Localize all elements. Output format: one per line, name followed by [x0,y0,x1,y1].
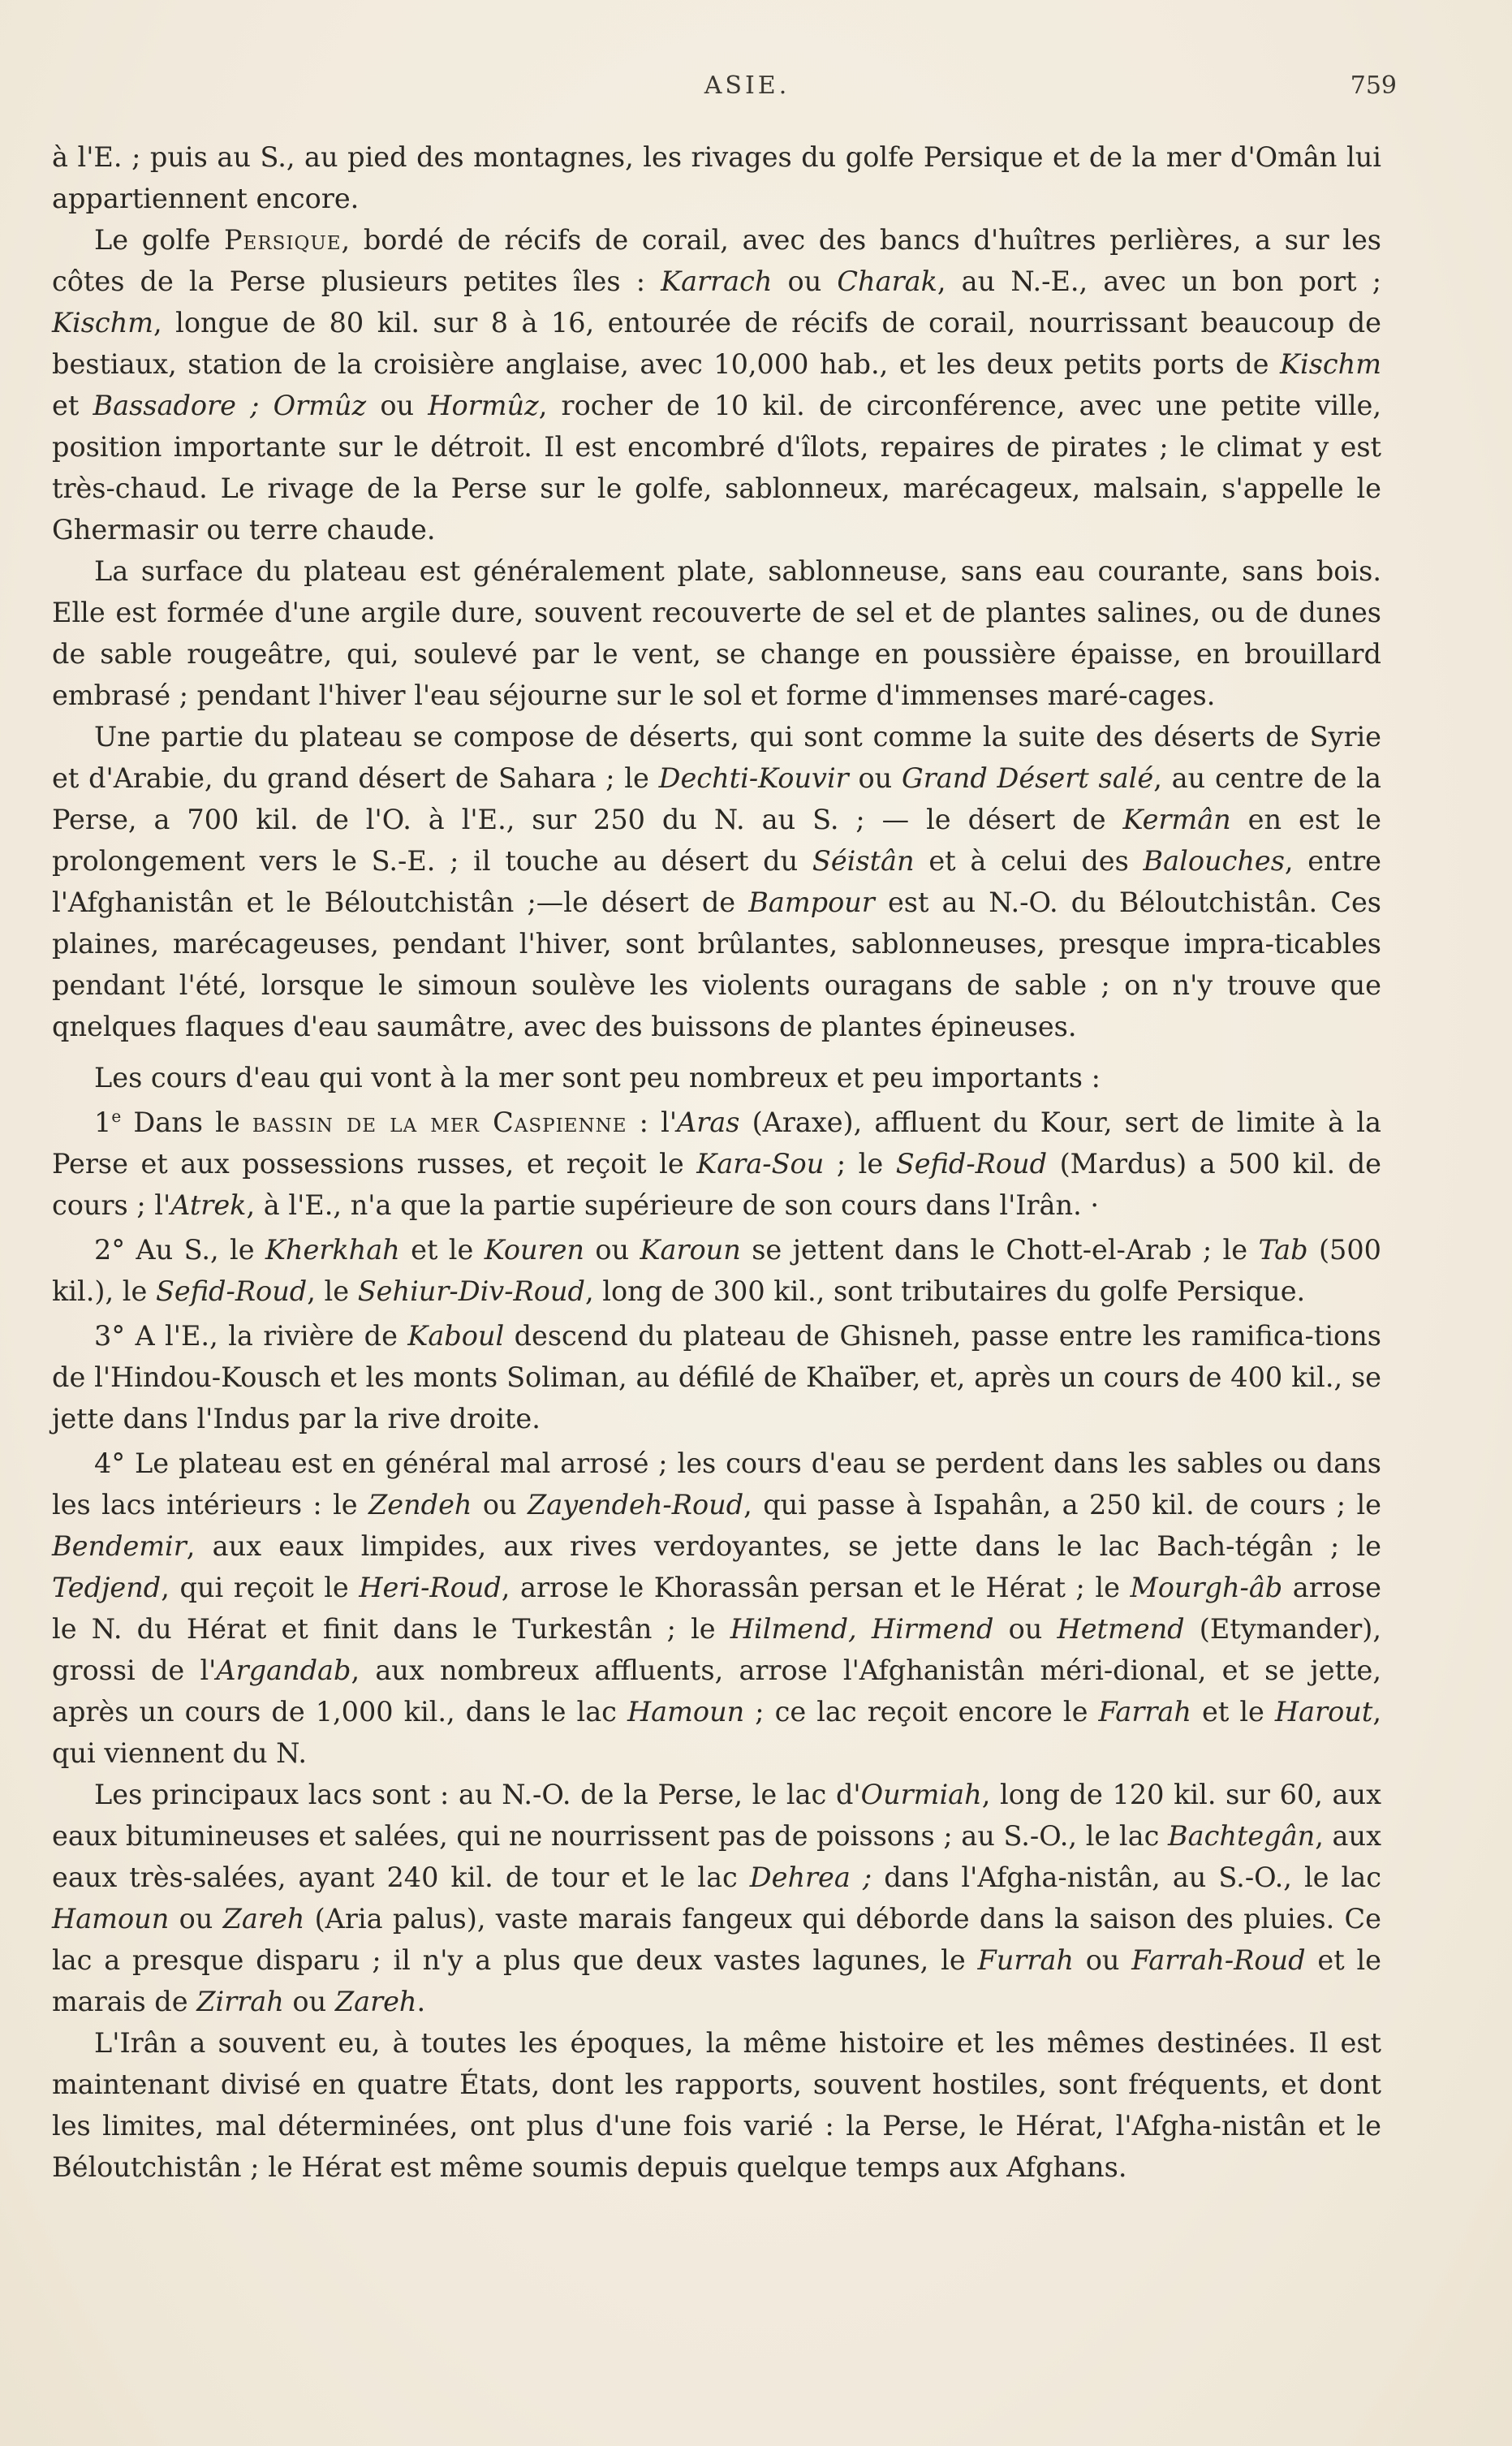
text-run: , le [307,1275,358,1307]
lake-name: Farrah-Roud [1131,1944,1306,1976]
page-number: 759 [1350,71,1397,100]
paragraph-item-4 [52,1443,1381,1774]
text-run: , long de 300 kil., sont tributaires du golfe Persique. [584,1275,1306,1307]
river-name: Kherkhah [265,1234,400,1266]
text-run: et [52,390,93,421]
text-run: ou [584,1234,640,1266]
river-name: Hetmend [1057,1613,1185,1645]
lake-name: Hamoun [627,1696,745,1728]
small-caps-term: Persique [224,224,342,256]
paragraph-text: Les cours d'eau qui vont à la mer sont peu nombreux et peu importants : [94,1062,1101,1094]
text-run: ou [1073,1944,1132,1976]
lake-name: Zareh [222,1903,305,1935]
text-run: et à celui des [914,845,1144,877]
text-run: arrose le N. du Hérat et finit dans le Turkestân ; le [52,1572,1381,1645]
text-run: ou [772,265,838,297]
text-run: ou [848,762,902,794]
paragraph-plateau-surface [52,550,1381,716]
river-name: Heri-Roud [359,1572,502,1603]
text-run: ; ce lac reçoit encore le [744,1696,1099,1728]
river-name: Farrah [1098,1696,1191,1728]
river-name: Kara-Sou [696,1148,825,1180]
river-name: Aras [677,1107,740,1138]
text-run: (500 kil.), le [52,1234,1381,1307]
paragraph-golfe-persique [52,219,1381,550]
text-run: se jettent dans le Chott-el-Arab ; le [740,1234,1259,1266]
river-name: Mourgh-âb [1130,1572,1283,1603]
text-run: ; le [824,1148,896,1180]
ordinal-suffix: e [111,1106,122,1126]
running-title: ASIE. [704,71,790,100]
text-run: 2° Au S., le [94,1234,265,1266]
running-header [97,71,1397,112]
text-run: , qui viennent du N. [52,1696,1381,1769]
text-run: (Aria palus), vaste marais fangeux qui déborde dans la saison des pluies. Ce lac a presque disparu ; il n'y a plus que deux vastes lagunes, le [52,1903,1382,1976]
text-run: et le [399,1234,485,1266]
text-run: , rocher de 10 kil. de circonférence, avec une petite ville, position importante sur le détroit. Il est encombré d'îlots, repaires de pirates ; le climat y est très-chaud. Le rivage de la Perse sur le golfe, sablonneux, marécageux, malsain, s'appelle le Ghermasir ou terre chaude. [52,390,1382,546]
place-name: Bampour [748,887,875,918]
river-name: Sehiur-Div-Roud [357,1275,585,1307]
place-name: Séistân [812,845,915,877]
text-run: ou [366,390,429,421]
text-run: , au centre de la Perse, a 700 kil. de l'O. à l'E., sur 250 du N. au S. ; — le désert de [52,762,1381,835]
river-name: Sefid-Roud [895,1148,1048,1180]
text-run: (Araxe), affluent du Kour, sert de limite à la Perse et aux possessions russes, et reçoit le [52,1107,1381,1180]
lake-name: Zirrah [196,1986,284,2017]
place-name: Balouches [1143,845,1285,877]
text-run: , long de 120 kil. sur 60, aux eaux bitumineuses et salées, qui ne nourrissent pas de poissons ; au S.-O., le lac [52,1779,1381,1852]
text-run: 4° Le plateau est en général mal arrosé ; les cours d'eau se perdent dans les sables ou dans les lacs intérieurs : le [52,1447,1381,1521]
river-name: Karoun [640,1234,741,1266]
text-run: 3° A l'E., la rivière de [94,1320,408,1352]
lake-name: Hamoun [52,1903,170,1935]
paragraph-text: La surface du plateau est généralement plate, sablonneuse, sans eau courante, sans bois. Elle est formée d'une argile dure, souvent recouverte de sel et de plantes salines, ou de dunes de sable rougeâtre, qui, soulevé par le vent, se change en poussière épaisse, en brouillard embrasé ; pendant l'hiver l'eau séjourne sur le sol et forme d'immenses maré-cages. [52,555,1381,711]
paragraph-item-2 [52,1229,1381,1312]
text-run: , qui reçoit le [161,1572,360,1603]
lake-name: Ourmiah [860,1779,982,1810]
place-name: Karrach [661,265,773,297]
river-name: Argandab [216,1654,351,1686]
paragraph-text: à l'E. ; puis au S., au pied des montagnes, les rivages du golfe Persique et de la mer d'Omân lui appartiennent encore. [52,141,1381,214]
text-run: est au N.-O. du Béloutchistân. Ces plaines, marécageuses, pendant l'hiver, sont brûlantes, sablonneuses, presque impra-ticables pendant l'été, lorsque le simoun soulève les violents ouragans de sable ; on n'y trouve que qnelques flaques d'eau saumâtre, avec des buissons de plantes épineuses. [52,887,1381,1042]
text-run: (Mardus) a 500 kil. de cours ; l' [52,1148,1382,1221]
text-run: , qui passe à Ispahân, a 250 kil. de cours ; le [743,1489,1381,1521]
text-run: , aux eaux très-salées, ayant 240 kil. de tour et le lac [52,1820,1381,1893]
lake-name: Furrah [977,1944,1074,1976]
river-name: Zayendeh-Roud [528,1489,744,1521]
text-run: descend du plateau de Ghisneh, passe entre les ramifica-tions de l'Hindou-Kousch et les monts Soliman, au défilé de Khaïber, et, après un cours de 400 kil., se jette dans l'Indus par la rive droite. [52,1320,1381,1434]
river-name: Zendeh [368,1489,472,1521]
text-run: ou [472,1489,528,1521]
text-run: Le golfe [94,224,224,256]
text-run: , bordé de récifs de corail, avec des bancs d'huîtres perlières, a sur les côtes de la Perse plusieurs petites îles : [52,224,1382,297]
river-name: Tab [1258,1234,1308,1266]
text-run: ou [283,1986,335,2017]
place-name: Grand Désert salé [902,762,1154,794]
paragraph-iran-etats [52,2022,1381,2188]
river-name: Bendemir [52,1530,187,1562]
river-name: Sefid-Roud [155,1275,308,1307]
text-run: , entre l'Afghanistân et le Béloutchistân ;—le désert de [52,845,1381,918]
text-body [52,136,1381,2188]
river-name: Tedjend [52,1572,162,1603]
text-run: : l' [627,1107,678,1138]
place-name: Bassadore ; Ormûz [93,390,367,421]
river-name: Hilmend, Hirmend [730,1613,994,1645]
lake-name: Dehrea ; [749,1861,872,1893]
small-caps-term: bassin de la mer Caspienne [252,1107,627,1138]
paragraph-item-3 [52,1315,1381,1439]
paragraph-deserts [52,716,1381,1047]
text-run: , aux eaux limpides, aux rives verdoyantes, se jette dans le lac Bach-tégân ; le [186,1530,1381,1562]
place-name: Dechti-Kouvir [658,762,849,794]
place-name: Kischm [1279,348,1381,380]
place-name: Kermân [1122,804,1231,835]
text-run: Les principaux lacs sont : au N.-O. de la Perse, le lac d' [94,1779,861,1810]
paragraph-oman [52,136,1381,219]
text-run: ou [993,1613,1058,1645]
text-run: Une partie du plateau se compose de déserts, qui sont comme la suite des déserts de Syrie et d'Arabie, du grand désert de Sahara ; le [52,721,1381,794]
place-name: Hormûz [428,390,539,421]
paragraph-lacs [52,1774,1381,2022]
river-name: Atrek [170,1189,247,1221]
text-run: , aux nombreux affluents, arrose l'Afghanistân méri-dional, et se jette, après un cours de 1,000 kil., dans le lac [52,1654,1381,1728]
text-run: et le [1191,1696,1275,1728]
text-run: dans l'Afgha-nistân, au S.-O., le lac [872,1861,1381,1893]
text-run: , au N.-E., avec un bon port ; [937,265,1381,297]
text-run: , longue de 80 kil. sur 8 à 16, entourée de récifs de corail, nourrissant beaucoup de bestiaux, station de la croisière anglaise, avec 10,000 hab., et les deux petits ports de [52,307,1381,380]
lake-name: Zareh [334,1986,417,2017]
text-run: ou [169,1903,223,1935]
river-name: Kouren [484,1234,584,1266]
text-run: et le marais de [52,1944,1382,2017]
river-name: Kaboul [407,1320,505,1352]
text-run: . [416,1986,426,2017]
river-name: Harout [1274,1696,1373,1728]
paragraph-text: L'Irân a souvent eu, à toutes les époques, la même histoire et les mêmes destinées. Il est maintenant divisé en quatre États, dont les rapports, souvent hostiles, sont fréquents, et dont les limites, mal déterminées, ont plus d'une fois varié : la Perse, le Hérat, l'Afgha-nistân et le Béloutchistân ; le Hérat est même soumis depuis quelque temps aux Afghans. [52,2027,1381,2183]
paragraph-cours-d-eau [52,1057,1381,1098]
item-number: 1 [94,1107,112,1138]
text-run: , arrose le Khorassân persan et le Hérat ; le [501,1572,1131,1603]
text-run: , à l'E., n'a que la partie supérieure de son cours dans l'Irân. · [246,1189,1100,1221]
place-name: Kischm [52,307,154,339]
paragraph-item-1 [52,1102,1381,1226]
text-run: en est le prolongement vers le S.-E. ; il touche au désert du [52,804,1381,877]
lake-name: Bachtegân [1168,1820,1316,1852]
text-run: Dans le [121,1107,252,1138]
place-name: Charak [837,265,937,297]
text-run: (Etymander), grossi de l' [52,1613,1381,1686]
